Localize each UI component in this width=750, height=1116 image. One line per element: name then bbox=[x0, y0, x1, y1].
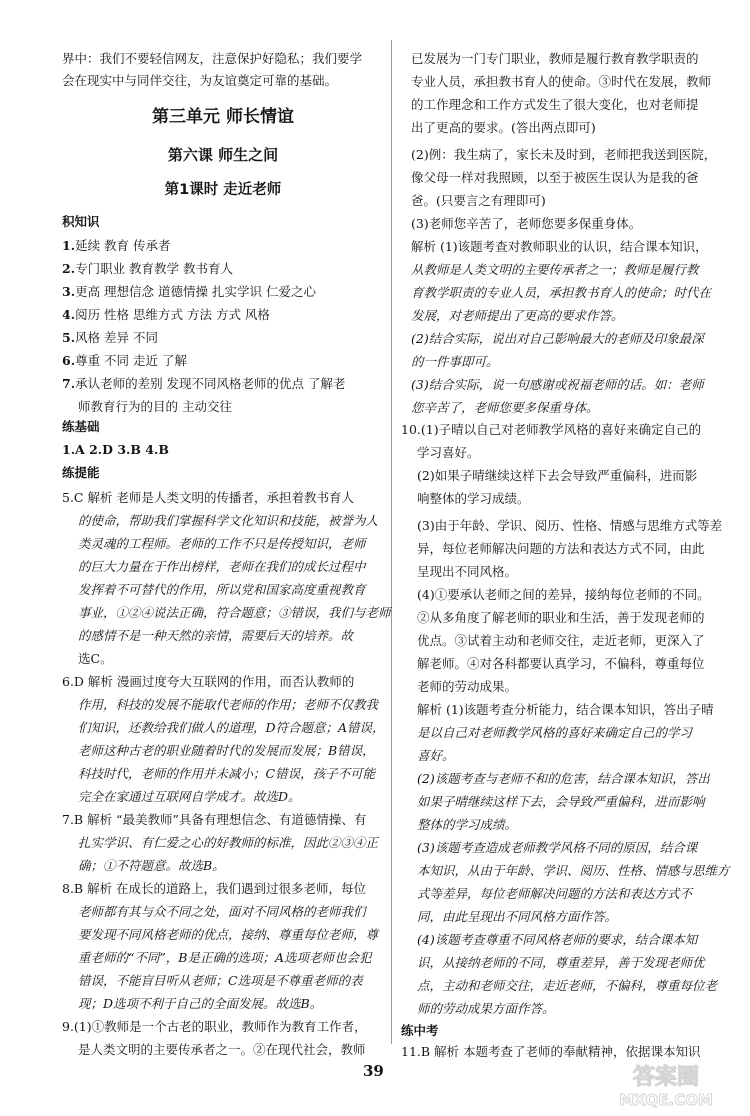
q10-line: 学习喜好。 bbox=[417, 445, 480, 460]
q10-line: 师的劳动成果方面作答。 bbox=[417, 1001, 555, 1016]
answer-item: 2.专门职业 教育教学 教书育人 bbox=[62, 261, 234, 276]
q8-line: 要发现不同风格老师的优点，接纳、尊重每位老师，尊 bbox=[78, 927, 379, 942]
q9-cont-line: 发展，对老师提出了更高的要求作答。 bbox=[411, 308, 624, 323]
intro-line-1: 界中：我们不要轻信网友，注意保护好隐私；我们要学 bbox=[62, 51, 363, 66]
q6-line: 完全在家通过互联网自学成才。故选D。 bbox=[78, 789, 301, 804]
q6-line: 老师这种古老的职业随着时代的发展而发展；B错误， bbox=[78, 743, 375, 758]
q9-cont-line: 的工作理念和工作方式发生了很大变化，也对老师提 bbox=[411, 97, 699, 112]
q6-line: 作用，科技的发展不能取代老师的作用；老师不仅教我 bbox=[78, 697, 379, 712]
q5-line: 选C。 bbox=[78, 651, 113, 666]
q8-line: 重老师的“不同”，B是正确的选项；A选项老师也会犯 bbox=[78, 950, 372, 965]
q10-line: 呈现出不同风格。 bbox=[417, 564, 518, 579]
section-lianjichu: 练基础 bbox=[62, 419, 100, 434]
q9-cont-line: 育教学职责的专业人员，承担教书育人的使命；时代在 bbox=[411, 285, 712, 300]
intro-line-2: 会在现实中与同伴交往，为友谊奠定可靠的基础。 bbox=[62, 73, 338, 88]
watermark-logo bbox=[596, 1060, 736, 1110]
q10-line: 喜好。 bbox=[417, 748, 455, 763]
q10-line: 如果子晴继续这样下去，会导致严重偏科，进而影响 bbox=[417, 794, 705, 809]
q10-line: 是以自己对老师教学风格的喜好来确定自己的学习 bbox=[417, 725, 693, 740]
q9-cont-line: 专业人员，承担教书育人的使命。③时代在发展，教师 bbox=[411, 74, 712, 89]
watermark-line-2: MXQE.COM bbox=[619, 1091, 713, 1109]
q10-line: (2)该题考查与老师不和的危害，结合课本知识，答出 bbox=[417, 771, 710, 786]
q8-line: 8.B 解析 在成长的道路上，我们遇到过很多老师，每位 bbox=[62, 881, 367, 896]
q10-line: 式等差异，每位老师解决问题的方法和表达方式不 bbox=[417, 886, 693, 901]
q9-cont-line: 爸。(只要言之有理即可) bbox=[411, 193, 546, 208]
answer-item: 4.阅历 性格 思维方式 方法 方式 风格 bbox=[62, 307, 270, 322]
q10-line: (4)①要承认老师之间的差异，接纳每位老师的不同。 bbox=[417, 587, 710, 602]
q11-line: 11.B 解析 本题考查了老师的奉献精神，依据课本知识 bbox=[401, 1044, 701, 1059]
q10-line: 异，每位老师解决问题的方法和表达方式不同，由此 bbox=[417, 541, 705, 556]
answer-item: 7.承认老师的差别 发现不同风格老师的优点 了解老 bbox=[62, 376, 346, 391]
period-title: 第1课时 走近老师 bbox=[164, 182, 282, 198]
answer-item: 师教育行为的目的 主动交往 bbox=[78, 399, 232, 414]
q5-line: 发挥着不可替代的作用，所以党和国家高度重视教育 bbox=[78, 582, 366, 597]
q9-cont-line: (2)结合实际，说出对自己影响最大的老师及印象最深 bbox=[411, 331, 704, 346]
q10-line: (3)由于年龄、学识、阅历、性格、情感与思维方式等差 bbox=[417, 518, 723, 533]
q10-line: 整体的学习成绩。 bbox=[417, 817, 518, 832]
q10-line: (3)该题考查造成老师教学风格不同的原因，结合课 bbox=[417, 840, 698, 855]
section-liantineng: 练提能 bbox=[62, 465, 100, 480]
q8-line: 现；D选项不利于自己的全面发展。故选B。 bbox=[78, 996, 323, 1011]
q10-line: 解老师。④对各科都要认真学习，不偏科，尊重每位 bbox=[417, 656, 705, 671]
q6-line: 6.D 解析 漫画过度夸大互联网的作用，而否认教师的 bbox=[62, 674, 355, 689]
q7-line: 扎实学识、有仁爱之心的好教师的标准，因此②③④正 bbox=[78, 835, 379, 850]
q9-cont-line: 解析 (1)该题考查对教师职业的认识，结合课本知识， bbox=[411, 239, 708, 254]
q9-line: 9.(1)①教师是一个古老的职业，教师作为教育工作者， bbox=[62, 1019, 367, 1034]
q10-line: 点，主动和老师交往，走近老师，不偏科，尊重每位老 bbox=[417, 978, 718, 993]
q7-line: 确；①不符题意。故选B。 bbox=[78, 858, 225, 873]
q10-line: ②从多角度了解老师的职业和生活，善于发现老师的 bbox=[417, 610, 705, 625]
q10-line: (2)如果子晴继续这样下去会导致严重偏科，进而影 bbox=[417, 468, 698, 483]
q10-line: 老师的劳动成果。 bbox=[417, 679, 518, 694]
q5-line: 的巨大力量在于作出榜样，老师在我们的成长过程中 bbox=[78, 559, 366, 574]
q10-line: 响整体的学习成绩。 bbox=[417, 491, 530, 506]
answer-item: 1.延续 教育 传承者 bbox=[62, 238, 171, 253]
q8-line: 错误，不能盲目听从老师；C选项是不尊重老师的表 bbox=[78, 973, 363, 988]
q9-cont-line: 出了更高的要求。(答出两点即可) bbox=[411, 120, 596, 135]
q9-cont-line: 的一件事即可。 bbox=[411, 354, 499, 369]
unit-title: 第三单元 师长情谊 bbox=[152, 107, 294, 127]
choice-answers: 1.A 2.D 3.B 4.B bbox=[62, 442, 169, 457]
q10-line: 同，由此呈现出不同风格方面作答。 bbox=[417, 909, 618, 924]
q5-line: 的感情不是一种天然的亲情，需要后天的培养。故 bbox=[78, 628, 354, 643]
q5-line: 类灵魂的工程师。老师的工作不只是传授知识，老师 bbox=[78, 536, 366, 551]
q5-line: 的使命，帮助我们掌握科学文化知识和技能，被誉为人 bbox=[78, 513, 379, 528]
q9-cont-line: (3)老师您辛苦了，老师您要多保重身体。 bbox=[411, 216, 642, 231]
q10-line: 识，从接纳老师的不同，尊重差异，善于发现老师优 bbox=[417, 955, 705, 970]
column-divider bbox=[391, 40, 392, 1044]
q9-line: 是人类文明的主要传承者之一。②在现代社会，教师 bbox=[78, 1042, 366, 1057]
q10-line: 优点。③试着主动和老师交往，走近老师，更深入了 bbox=[417, 633, 705, 648]
q9-cont-line: 已发展为一门专门职业，教师是履行教育教学职责的 bbox=[411, 51, 699, 66]
q9-cont-line: 像父母一样对我照顾，以至于被医生误认为是我的爸 bbox=[411, 170, 699, 185]
q9-cont-line: (2)例：我生病了，家长未及时到，老师把我送到医院， bbox=[411, 147, 717, 162]
answer-item: 6.尊重 不同 走近 了解 bbox=[62, 353, 187, 368]
q10-line: 本知识，从由于年龄、学识、阅历、性格、情感与思维方 bbox=[417, 863, 730, 878]
lesson-title: 第六课 师生之间 bbox=[167, 146, 279, 164]
page-number: 39 bbox=[363, 1062, 384, 1080]
q9-cont-line: 从教师是人类文明的主要传承者之一；教师是履行教 bbox=[411, 262, 699, 277]
q10-line: 解析 (1)该题考查分析能力，结合课本知识，答出子晴 bbox=[417, 702, 714, 717]
q10-line: (4)该题考查尊重不同风格老师的要求，结合课本知 bbox=[417, 932, 698, 947]
watermark-line-1: 答案圈 bbox=[632, 1065, 700, 1090]
q6-line: 科技时代，老师的作用并未减小；C错误，孩子不可能 bbox=[78, 766, 376, 781]
q8-line: 老师都有其与众不同之处，面对不同风格的老师我们 bbox=[78, 904, 366, 919]
q5-line: 5.C 解析 老师是人类文明的传播者，承担着教书育人 bbox=[62, 490, 354, 505]
q6-line: 们知识，还教给我们做人的道理，D符合题意；A错误， bbox=[78, 720, 385, 735]
q10-line: 10.(1)子晴以自己对老师教学风格的喜好来确定自己的 bbox=[401, 422, 702, 437]
section-jizhishi: 积知识 bbox=[62, 214, 100, 229]
q9-cont-line: 您辛苦了，老师您要多保重身体。 bbox=[411, 400, 599, 415]
section-lianzhongkao: 练中考 bbox=[401, 1023, 439, 1038]
answer-item: 5.风格 差异 不同 bbox=[62, 330, 159, 345]
q7-line: 7.B 解析 “最美教师”具备有理想信念、有道德情操、有 bbox=[62, 812, 367, 827]
q5-line: 事业，①②④说法正确，符合题意；③错误，我们与老师 bbox=[78, 605, 391, 620]
answer-item: 3.更高 理想信念 道德情操 扎实学识 仁爱之心 bbox=[62, 284, 316, 299]
q9-cont-line: (3)结合实际，说一句感谢或祝福老师的话。如：老师 bbox=[411, 377, 704, 392]
